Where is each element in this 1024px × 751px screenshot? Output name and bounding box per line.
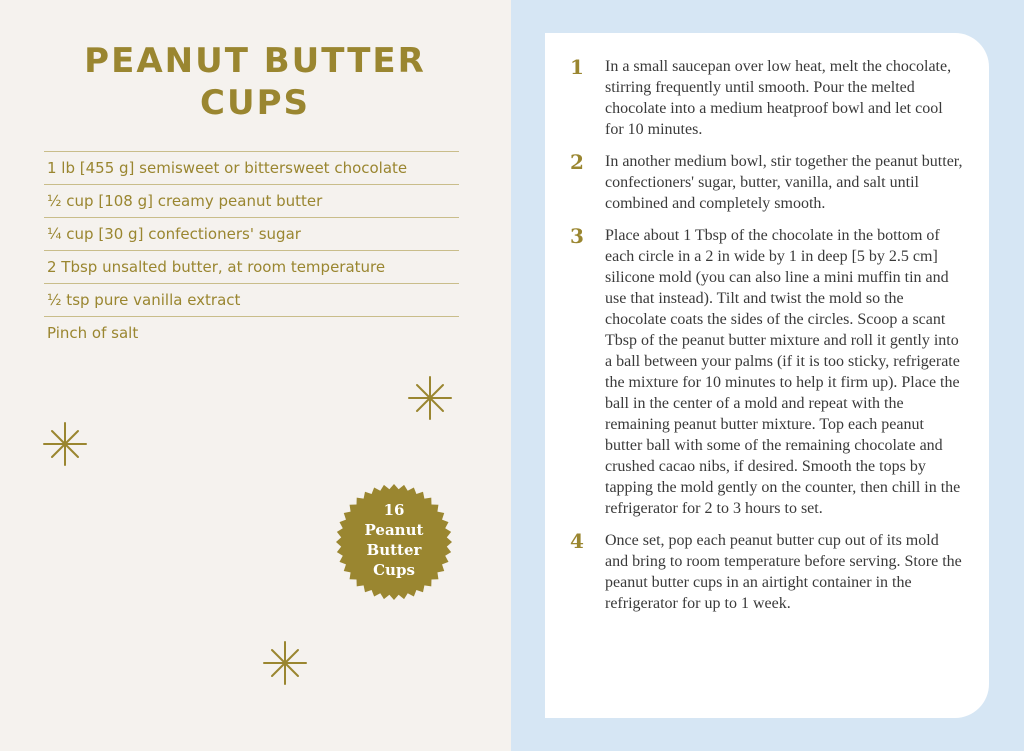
- recipe-title: PEANUT BUTTER CUPS: [84, 41, 426, 123]
- step-number: 1: [570, 55, 584, 79]
- yield-label-line: Peanut: [364, 521, 424, 539]
- step-number: 2: [570, 150, 584, 174]
- step-number: 3: [570, 224, 584, 248]
- instruction-step: [570, 151, 970, 214]
- sparkle-star-icon: [43, 422, 87, 466]
- instruction-step: [570, 530, 970, 614]
- instructions-list: [570, 56, 970, 625]
- ingredient-item: 2 Tbsp unsalted butter, at room temperature: [44, 251, 459, 284]
- instruction-step: [570, 56, 970, 140]
- step-number: 4: [570, 529, 584, 553]
- yield-count: 16: [383, 501, 405, 519]
- yield-badge: [334, 500, 454, 580]
- ingredient-item: 1 lb [455 g] semisweet or bittersweet chocolate: [44, 152, 459, 185]
- ingredient-item: ½ tsp pure vanilla extract: [44, 284, 459, 317]
- ingredient-item: Pinch of salt: [47, 324, 139, 342]
- ingredients-list: [44, 151, 459, 349]
- instruction-step: [570, 225, 970, 519]
- step-text: In another medium bowl, stir together the peanut butter, confectioners' sugar, butter, vanilla, and salt until combined and completely smooth.: [605, 153, 963, 212]
- step-text: Place about 1 Tbsp of the chocolate in the bottom of each circle in a 2 in wide by 1 in deep [5 by 2.5 cm] silicone mold (you can also line a mini muffin tin and use that instead). Tilt and twist the mold so the chocolate coats the sides of the circles. Scoop a scant Tbsp of the peanut butter mixture and roll it gently into a ball between your palms (if it is too sticky, refrigerate the mixture for 10 minutes to help it firm up). Place the ball in the center of a mold and repeat with the remaining peanut butter mixture. Top each peanut butter ball with some of the remaining chocolate and crushed cacao nibs, if desired. Smooth the tops by tapping the mold gently on the counter, then chill in the refrigerator for 2 to 3 hours to set.: [605, 227, 961, 517]
- ingredient-item: ½ cup [108 g] creamy peanut butter: [44, 185, 459, 218]
- sparkle-star-icon: [408, 376, 452, 420]
- sparkle-star-icon: [263, 641, 307, 685]
- yield-label-line: Butter: [366, 541, 422, 559]
- yield-label-line: Cups: [373, 561, 415, 579]
- step-text: Once set, pop each peanut butter cup out of its mold and bring to room temperature before serving. Store the peanut butter cups in an airtight container in the refrigerator for up to 1 week.: [605, 532, 962, 612]
- step-text: In a small saucepan over low heat, melt the chocolate, stirring frequently until smooth. Pour the melted chocolate into a medium heatproof bowl and let cool for 10 minutes.: [605, 58, 952, 138]
- ingredient-item: ¼ cup [30 g] confectioners' sugar: [44, 218, 459, 251]
